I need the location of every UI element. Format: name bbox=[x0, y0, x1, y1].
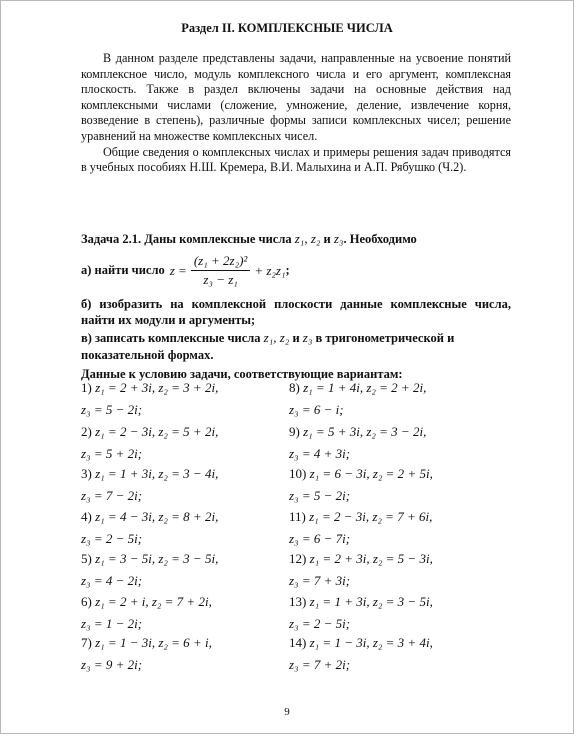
variant-line-1: z₁ = 5 + 3i, z₂ = 3 − 2i, bbox=[303, 424, 427, 439]
variants-heading: Данные к условию задачи, соответствующие вариантам: bbox=[81, 367, 403, 381]
variant-4 bbox=[81, 506, 291, 550]
part-c-and: и bbox=[292, 331, 300, 345]
variant-number: 8) bbox=[289, 380, 300, 395]
page-number: 9 bbox=[284, 706, 290, 718]
variant-3 bbox=[81, 463, 291, 507]
variant-line-1: z₁ = 3 − 5i, z₂ = 3 − 5i, bbox=[95, 551, 219, 566]
variant-line-1: z₁ = 1 − 3i, z₂ = 3 + 4i, bbox=[309, 635, 433, 650]
variant-9 bbox=[289, 421, 499, 465]
variant-line-2: z₃ = 4 − 2i; bbox=[81, 573, 143, 588]
variant-10 bbox=[289, 463, 499, 507]
variant-line-2: z₃ = 5 − 2i; bbox=[81, 402, 143, 417]
task-part-b bbox=[81, 297, 511, 328]
part-b-text: б) изобразить на комплексной плоскости данные комплексные числа, найти их модули и аргументы; bbox=[81, 297, 511, 327]
variant-number: 10) bbox=[289, 466, 307, 481]
variant-number: 12) bbox=[289, 551, 307, 566]
section-title: Раздел II. КОМПЛЕКСНЫЕ ЧИСЛА bbox=[181, 21, 393, 35]
task-heading-tail: . Необходимо bbox=[343, 232, 417, 246]
variant-line-1: z₁ = 1 − 3i, z₂ = 6 + i, bbox=[95, 635, 212, 650]
task-heading-vars: z₁, z₂ bbox=[294, 231, 321, 246]
variant-number: 2) bbox=[81, 424, 92, 439]
formula-fraction bbox=[191, 253, 251, 288]
variant-line-2: z₃ = 2 − 5i; bbox=[289, 616, 351, 631]
variant-line-2: z₃ = 4 + 3i; bbox=[289, 446, 351, 461]
formula-lhs: z = bbox=[169, 262, 187, 278]
variant-number: 1) bbox=[81, 380, 92, 395]
variant-line-2: z₃ = 1 − 2i; bbox=[81, 616, 143, 631]
variant-5 bbox=[81, 548, 291, 592]
task-part-c bbox=[81, 329, 511, 364]
variant-line-1: z₁ = 2 − 3i, z₂ = 7 + 6i, bbox=[309, 509, 433, 524]
variant-line-2: z₃ = 6 − i; bbox=[289, 402, 344, 417]
formula-end: ; bbox=[285, 263, 290, 277]
variant-number: 4) bbox=[81, 509, 92, 524]
task-heading-z3: z₃ bbox=[333, 231, 344, 246]
task-heading-and: и bbox=[323, 232, 331, 246]
variant-line-2: z₃ = 5 + 2i; bbox=[81, 446, 143, 461]
variant-line-2: z₃ = 9 + 2i; bbox=[81, 657, 143, 672]
variant-line-2: z₃ = 2 − 5i; bbox=[81, 531, 143, 546]
variant-number: 13) bbox=[289, 594, 307, 609]
variant-line-1: z₁ = 2 − 3i, z₂ = 5 + 2i, bbox=[95, 424, 219, 439]
variant-2 bbox=[81, 421, 291, 465]
variant-line-1: z₁ = 6 − 3i, z₂ = 2 + 5i, bbox=[309, 466, 433, 481]
variant-line-2: z₃ = 6 − 7i; bbox=[289, 531, 351, 546]
variant-line-1: z₁ = 2 + i, z₂ = 7 + 2i, bbox=[95, 594, 212, 609]
task-heading bbox=[81, 231, 521, 247]
fraction-numerator: (z₁ + 2z₂)² bbox=[191, 253, 251, 271]
variant-8 bbox=[289, 377, 499, 421]
variant-number: 11) bbox=[289, 509, 306, 524]
part-a-label: а) найти число bbox=[81, 263, 165, 277]
variant-line-2: z₃ = 7 − 2i; bbox=[81, 488, 143, 503]
variant-11 bbox=[289, 506, 499, 550]
variant-7 bbox=[81, 632, 291, 676]
formula-rhs: + z₂z₁ bbox=[254, 262, 286, 278]
variant-6 bbox=[81, 591, 291, 635]
intro-paragraph-2: Общие сведения о комплексных числах и примеры решения задач приводятся в учебных пособиях Н.Ш. Кремера, В.И. Малыхина и А.П. Рябушко (Ч.2). bbox=[81, 144, 511, 175]
variant-14 bbox=[289, 632, 499, 676]
fraction-denominator: z₃ − z₁ bbox=[203, 272, 238, 287]
variant-line-2: z₃ = 7 + 2i; bbox=[289, 657, 351, 672]
intro-text bbox=[81, 51, 511, 176]
variant-13 bbox=[289, 591, 499, 635]
part-c-vars: z₁, z₂ bbox=[263, 330, 290, 345]
variant-line-1: z₁ = 1 + 3i, z₂ = 3 − 4i, bbox=[95, 466, 219, 481]
variant-number: 9) bbox=[289, 424, 300, 439]
variant-12 bbox=[289, 548, 499, 592]
variant-line-1: z₁ = 4 − 3i, z₂ = 8 + 2i, bbox=[95, 509, 219, 524]
variant-number: 6) bbox=[81, 594, 92, 609]
variant-number: 14) bbox=[289, 635, 307, 650]
variant-line-2: z₃ = 7 + 3i; bbox=[289, 573, 351, 588]
variant-line-1: z₁ = 1 + 4i, z₂ = 2 + 2i, bbox=[303, 380, 427, 395]
task-part-a bbox=[81, 253, 521, 288]
part-c-z3: z₃ bbox=[302, 330, 313, 345]
variant-line-1: z₁ = 2 + 3i, z₂ = 5 − 3i, bbox=[309, 551, 433, 566]
task-heading-text: Задача 2.1. Даны комплексные числа bbox=[81, 232, 292, 246]
intro-paragraph-1: В данном разделе представлены задачи, направленные на усвоение понятий комплексное число, модуль комплексного числа и его аргумент, комплексная плоскость. Также в раздел включены задачи на основные действия над комплексными числами (сложение, умножение, деление, извлечение корня, возведение в степень), различные формы записи комплексных чисел; решение уравнений на множестве комплексных чисел. bbox=[81, 51, 511, 143]
variant-number: 7) bbox=[81, 635, 92, 650]
variant-number: 3) bbox=[81, 466, 92, 481]
variant-1 bbox=[81, 377, 291, 421]
part-c-text-2: в тригонометрической и показательной формах. bbox=[81, 331, 455, 362]
part-c-text-1: в) записать комплексные числа bbox=[81, 331, 261, 345]
variant-line-1: z₁ = 2 + 3i, z₂ = 3 + 2i, bbox=[95, 380, 219, 395]
variant-line-1: z₁ = 1 + 3i, z₂ = 3 − 5i, bbox=[309, 594, 433, 609]
variant-line-2: z₃ = 5 − 2i; bbox=[289, 488, 351, 503]
variant-number: 5) bbox=[81, 551, 92, 566]
